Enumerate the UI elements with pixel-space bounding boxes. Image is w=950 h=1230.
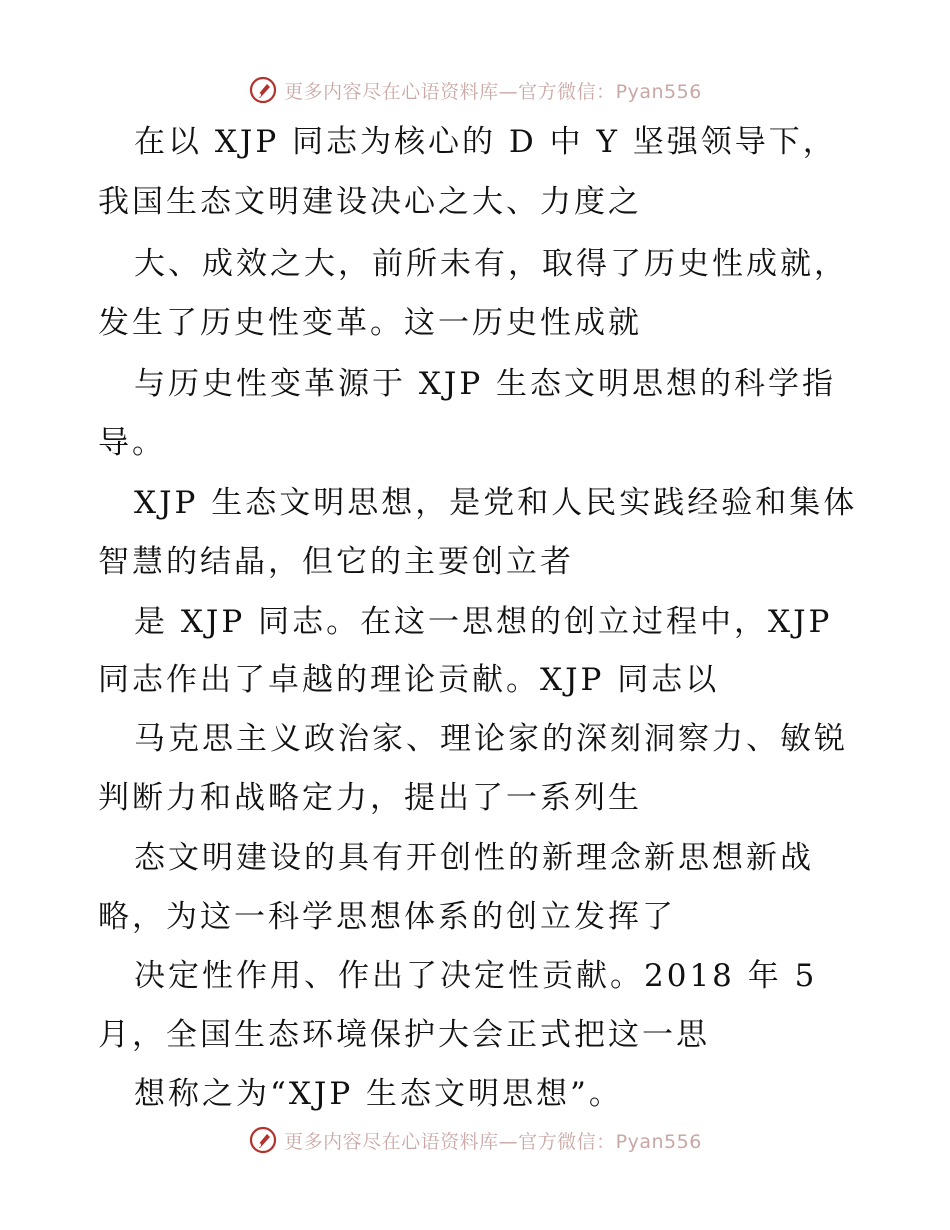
text-line: 月，全国生态环境保护大会正式把这一思 bbox=[98, 1017, 710, 1053]
text-line: 与历史性变革源于 XJP 生态文明思想的科学指 bbox=[134, 366, 837, 402]
text-line: 智慧的结晶，但它的主要创立者 bbox=[98, 544, 574, 580]
text-line: 略，为这一科学思想体系的创立发挥了 bbox=[98, 899, 676, 935]
text-line: 大、成效之大，前所未有，取得了历史性成就， bbox=[134, 246, 848, 282]
text-line: 在以 XJP 同志为核心的 D 中 Y 坚强领导下， bbox=[134, 124, 837, 160]
text-line: 态文明建设的具有开创性的新理念新思想新战 bbox=[134, 840, 814, 876]
text-line: 马克思主义政治家、理论家的深刻洞察力、敏锐 bbox=[134, 721, 848, 757]
text-line: XJP 生态文明思想，是党和人民实践经验和集体 bbox=[134, 485, 858, 521]
text-line: 导。 bbox=[98, 425, 166, 461]
text-line: 发生了历史性变革。这一历史性成就 bbox=[98, 305, 642, 341]
footer-watermark bbox=[0, 1120, 950, 1160]
header-watermark-text: 更多内容尽在心语资料库—官方微信：Pyan556 bbox=[284, 80, 702, 103]
text-line: 决定性作用、作出了决定性贡献。2018 年 5 bbox=[134, 958, 818, 994]
pen-nib-logo-icon bbox=[248, 1125, 278, 1155]
footer-watermark-text: 更多内容尽在心语资料库—官方微信：Pyan556 bbox=[284, 1130, 702, 1153]
header-watermark bbox=[0, 70, 950, 110]
text-line: 同志作出了卓越的理论贡献。XJP 同志以 bbox=[98, 662, 720, 698]
text-line: 判断力和战略定力，提出了一系列生 bbox=[98, 780, 642, 816]
pen-nib-logo-icon bbox=[248, 75, 278, 105]
text-line: 想称之为“XJP 生态文明思想”。 bbox=[134, 1076, 623, 1112]
text-line: 我国生态文明建设决心之大、力度之 bbox=[98, 184, 642, 220]
text-line: 是 XJP 同志。在这一思想的创立过程中，XJP bbox=[134, 604, 833, 640]
